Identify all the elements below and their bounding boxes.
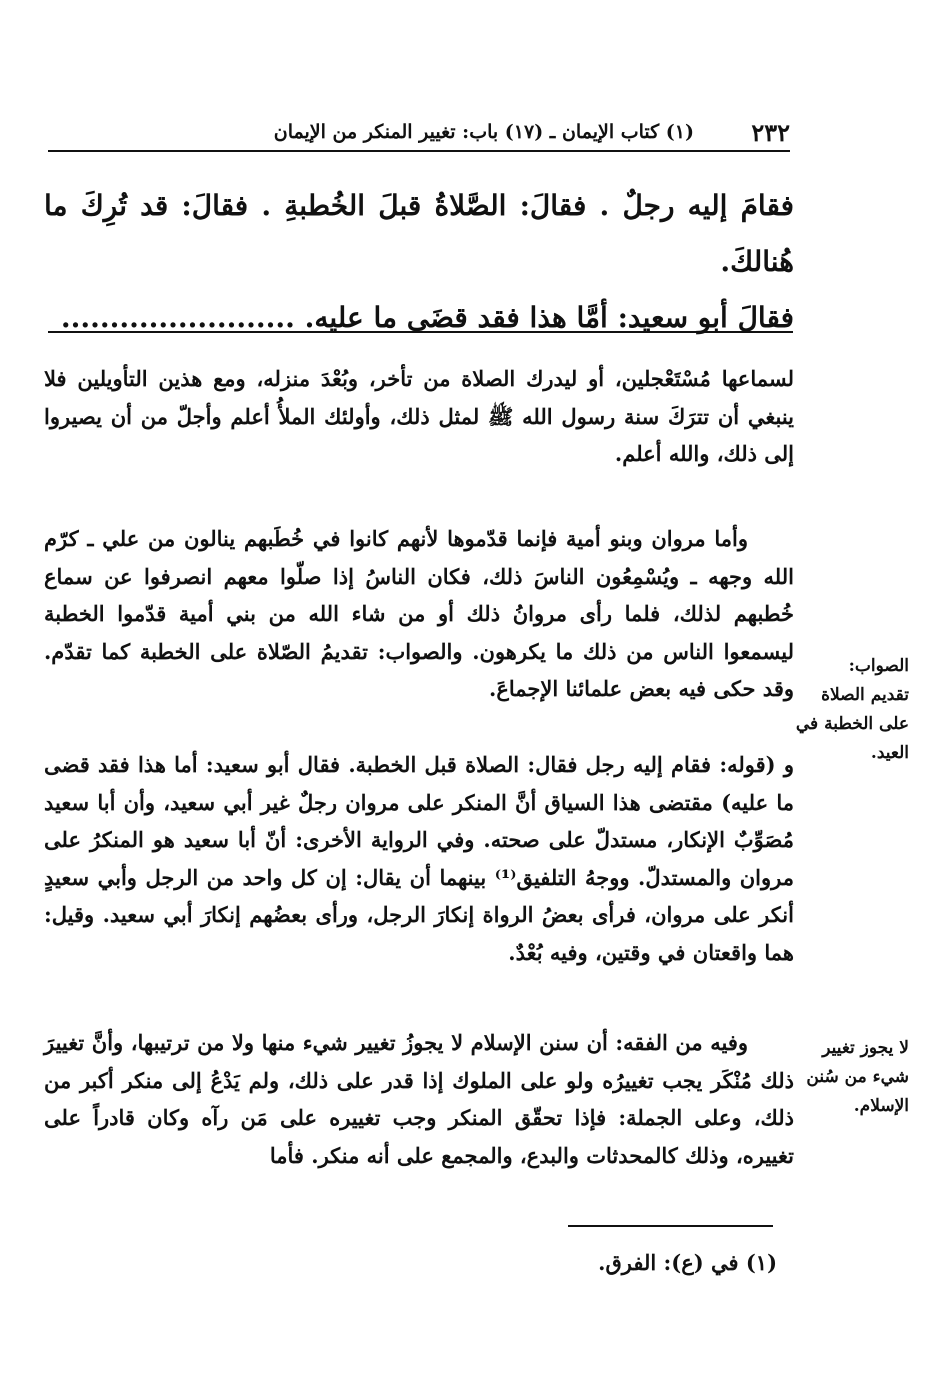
footnote: (١) في (ع): الفرق.	[598, 1250, 777, 1275]
page-number: ٢٣٢	[751, 118, 790, 147]
page-header	[48, 118, 790, 152]
commentary-paragraph	[44, 1024, 794, 1174]
paragraph-text: لسماعها مُسْتَعْجلين، أو ليدرك الصلاة من تأخر، وبُعْدَ منزله، ومع هذين التأويلين فلا ينبغي أن تترَكَ سنة رسول الله ﷺ لمثل ذلك، وأولئك الملأُ أعلم وأجلّ من أن يصيروا إلى ذلك، والله أعلم.	[44, 366, 794, 466]
hadith-line: فقالَ أبو سعيد: أمَّا هذا فقد قضَى ما عليه. ........................	[60, 301, 794, 334]
hadith-line: فقامَ إليه رجلٌ . فقالَ: الصَّلاةُ قبلَ الخُطبةِ . فقالَ: قد تُرِكَ ما هُنالكَ.	[44, 189, 794, 278]
running-title: (١) كتاب الإيمان ـ (١٧) باب: تغيير المنكر من الإيمان	[273, 121, 694, 143]
paragraph-text: وفيه من الفقه: أن سنن الإسلام لا يجوزُ تغيير شيء منها ولا من ترتيبها، وأنَّ تغييرَ ذلك مُنْكَر يجب تغييرُه ولو على الملوك إذا قدر على ذلك، ولم يَدْعُ إلى منكر أكبر من ذلك، وعلى الجملة: فإذا تحقّق المنكر وجب تغييره على مَن رآه وكان قادراً على تغييره، وذلك كالمحدثات والبدع، والمجمع على أنه منكر. فأما	[44, 1030, 794, 1168]
margin-note-heading: الصواب:	[848, 656, 909, 676]
footnote-rule	[568, 1225, 773, 1227]
margin-note-text: تقديم الصلاة على الخطبة في العيد.	[795, 685, 909, 763]
hadith-text	[44, 178, 794, 346]
commentary-paragraph	[44, 360, 794, 473]
paragraph-text: و (قوله: فقام إليه رجل فقال: الصلاة قبل الخطبة. فقال أبو سعيد: أما هذا فقد قضى ما عليه) مقتضى هذا السياق أنَّ المنكر على مروان رجلٌ غير أبي سعيد، وأن أبا سعيد مُصَوِّبٌ الإنكار، مستدلّ على صحته. وفي الرواية الأخرى: أنّ أبا سعيد هو المنكرُ على مروان والمستدلّ. ووجهُ التلفيق⁽¹⁾ بينهما أن يقال: إن كل واحد من الرجل وأبي سعيدٍ أنكر على مروان، فرأى بعضُ الرواة إنكارَ الرجل، ورأى بعضُهم إنكارَ أبي سعيد. وقيل: هما واقعتان في وقتين، وفيه بُعْدٌ.	[44, 752, 794, 965]
commentary-paragraph	[44, 746, 794, 971]
margin-note	[791, 1034, 909, 1121]
section-divider	[48, 331, 793, 333]
paragraph-text: وأما مروان وبنو أمية فإنما قدّموها لأنهم كانوا في خُطَبهم ينالون من علي ـ كرّم الله وجهه ـ ويُسْمِعُون الناسَ ذلك، فكان الناسُ إذا صلّوا معهم انصرفوا عن سماع خُطبهم لذلك، فلما رأى مروانُ ذلك أو من شاء الله من بني أمية قدّموا الخطبة ليسمعوا الناس من ذلك ما يكرهون. والصواب: تقديمُ الصّلاة على الخطبة كما تقدّم. وقد حكى فيه بعض علمائنا الإجماعَ.	[44, 526, 794, 701]
header-rule	[48, 150, 790, 152]
commentary-paragraph	[44, 520, 794, 708]
margin-note-text: لا يجوز تغيير شيء من سُنن الإسلام.	[806, 1038, 909, 1116]
margin-note	[791, 652, 909, 768]
